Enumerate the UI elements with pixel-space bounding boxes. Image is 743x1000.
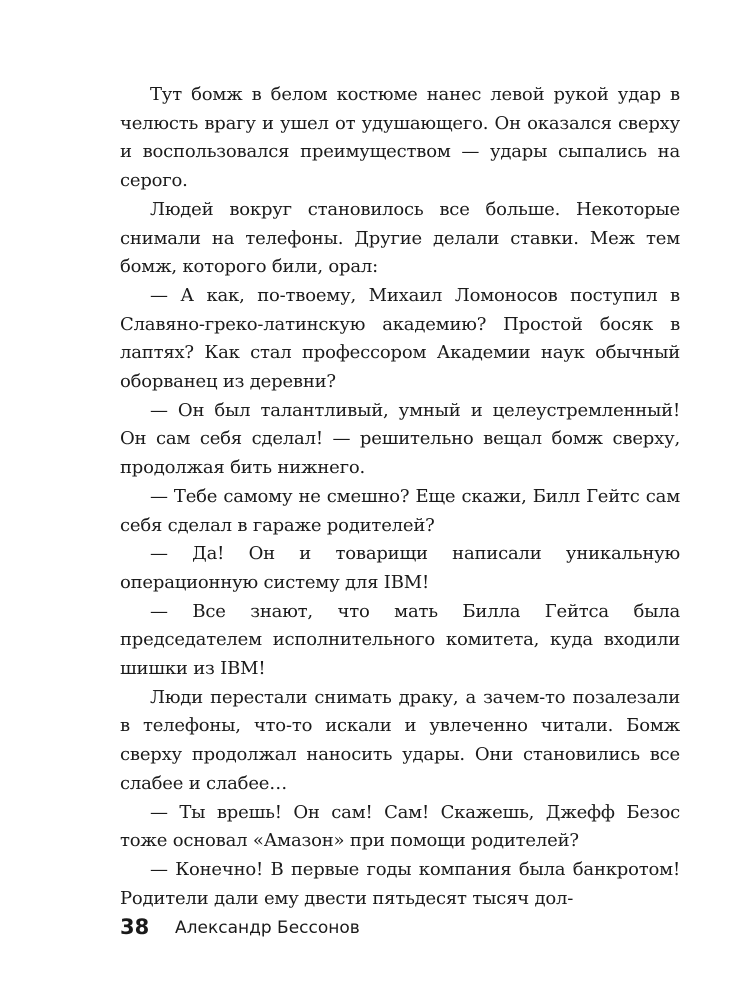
running-title-author: Александр Бессонов bbox=[175, 918, 360, 938]
page-footer bbox=[120, 912, 680, 942]
paragraph: — Ты врешь! Он сам! Сам! Скажешь, Джефф Безос тоже основал «Амазон» при помощи родителей? bbox=[120, 801, 680, 852]
body-text bbox=[120, 81, 680, 913]
paragraph: — Конечно! В первые годы компания была банкротом! Родители дали ему двести пятьдесят тысяч дол- bbox=[120, 858, 680, 909]
paragraph: — Тебе самому не смешно? Еще скажи, Билл Гейтс сам себя сделал в гараже родителей? bbox=[120, 485, 680, 536]
paragraph: — Да! Он и товарищи написали уникальную операционную систему для IBM! bbox=[120, 543, 680, 593]
paragraph: Людей вокруг становилось все больше. Некоторые снимали на телефоны. Другие делали ставки. Меж тем бомж, которого били, орал: bbox=[120, 198, 680, 278]
page-number: 38 bbox=[120, 915, 150, 939]
paragraph: — Все знают, что мать Билла Гейтса была председателем исполнительного комитета, куда входили шишки из IBM! bbox=[120, 600, 680, 680]
paragraph: — А как, по-твоему, Михаил Ломоносов поступил в Славяно-греко-латинскую академию? Простой босяк в лаптях? Как стал профессором Академии наук обычный оборванец из деревни? bbox=[120, 284, 680, 393]
paragraph: — Он был талантливый, умный и целеустремленный! Он сам себя сделал! — решительно вещал бомж сверху, продолжая бить нижнего. bbox=[120, 399, 680, 479]
paragraph: Тут бомж в белом костюме нанес левой рукой удар в челюсть врагу и ушел от удушающего. Он оказался сверху и воспользовался преимуществом — удары сыпались на серого. bbox=[120, 84, 680, 192]
paragraph: Люди перестали снимать драку, а зачем-то позалезали в телефоны, что-то искали и увлеченно читали. Бомж сверху продолжал наносить удары. Они становились все слабее и слабее… bbox=[120, 686, 680, 794]
